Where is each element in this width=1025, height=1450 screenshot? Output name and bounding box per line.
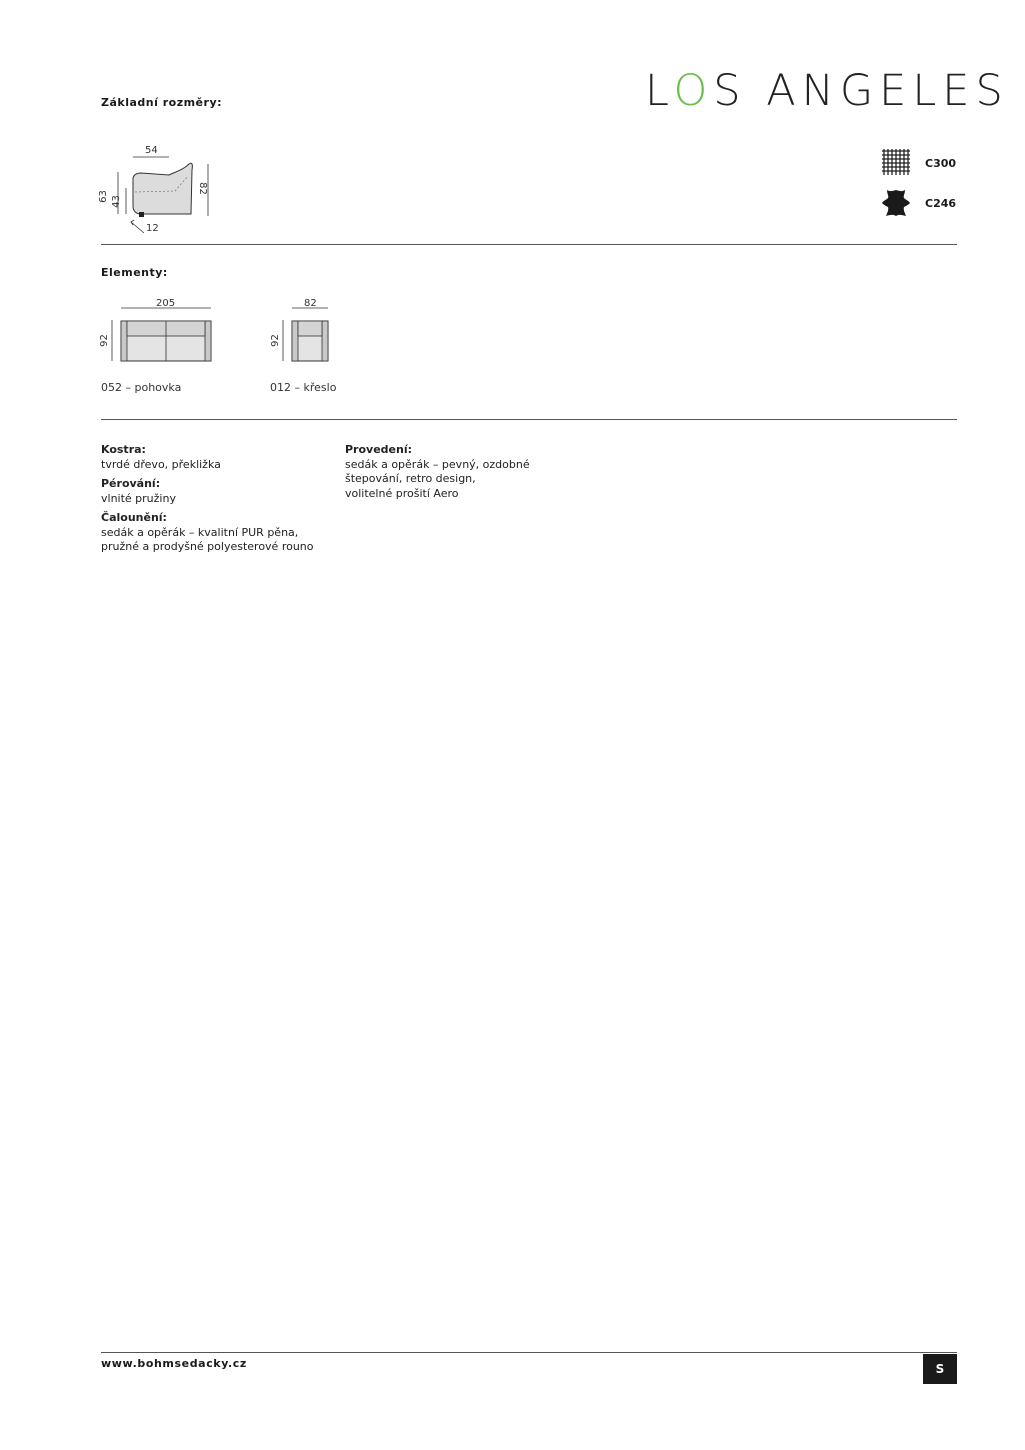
sofa-top-view xyxy=(110,300,220,370)
spec-value-upholstery-2: pružné a prodyšné polyesterové rouno xyxy=(101,540,314,553)
spec-value-design-2: štepování, retro design, xyxy=(345,472,476,485)
title-accent: O xyxy=(673,66,714,116)
spec-label-upholstery: Čalounění: xyxy=(101,511,167,524)
dim-chair-width: 82 xyxy=(304,298,317,309)
section-label-dimensions: Základní rozměry: xyxy=(101,96,223,109)
spec-label-springs: Pérování: xyxy=(101,477,161,490)
dim-chair-depth: 92 xyxy=(269,334,281,347)
page-badge: S xyxy=(923,1354,957,1384)
fabric-grid-icon xyxy=(881,148,911,176)
material-code-fabric: C300 xyxy=(925,157,957,170)
specs-left-column xyxy=(101,443,331,555)
dim-depth: 54 xyxy=(145,145,158,156)
material-code-leather: C246 xyxy=(925,197,957,210)
dim-arm-height: 63 xyxy=(97,190,109,203)
divider-middle xyxy=(101,419,957,420)
product-title xyxy=(645,66,1009,116)
spec-value-design-3: volitelné prošití Aero xyxy=(345,486,459,500)
dim-sofa-width: 205 xyxy=(156,298,176,309)
caption-chair: 012 – křeslo xyxy=(270,381,337,394)
divider-top xyxy=(101,244,957,245)
armchair-top-view xyxy=(280,300,335,370)
divider-footer xyxy=(101,1352,957,1353)
spec-value-springs: vlnité pružiny xyxy=(101,491,176,505)
specs-right-column xyxy=(345,443,575,501)
title-suffix: S ANGELES xyxy=(713,66,1009,116)
spec-value-upholstery-1: sedák a opěrák – kvalitní PUR pěna, xyxy=(101,525,299,539)
spec-value-frame: tvrdé dřevo, překližka xyxy=(101,457,221,471)
dim-total-height: 82 xyxy=(196,182,208,195)
dim-seat-height: 43 xyxy=(110,195,122,208)
section-label-elements: Elementy: xyxy=(101,266,168,279)
spec-label-frame: Kostra: xyxy=(101,443,146,456)
leather-hide-icon xyxy=(881,188,911,218)
dim-leg: 12 xyxy=(146,223,159,234)
spec-label-design: Provedení: xyxy=(345,443,413,456)
dim-sofa-depth: 92 xyxy=(98,334,110,347)
spec-value-design-1: sedák a opěrák – pevný, ozdobné xyxy=(345,457,530,471)
caption-sofa: 052 – pohovka xyxy=(101,381,182,394)
website-link[interactable]: www.bohmsedacky.cz xyxy=(101,1357,247,1370)
title-prefix: L xyxy=(645,66,674,116)
